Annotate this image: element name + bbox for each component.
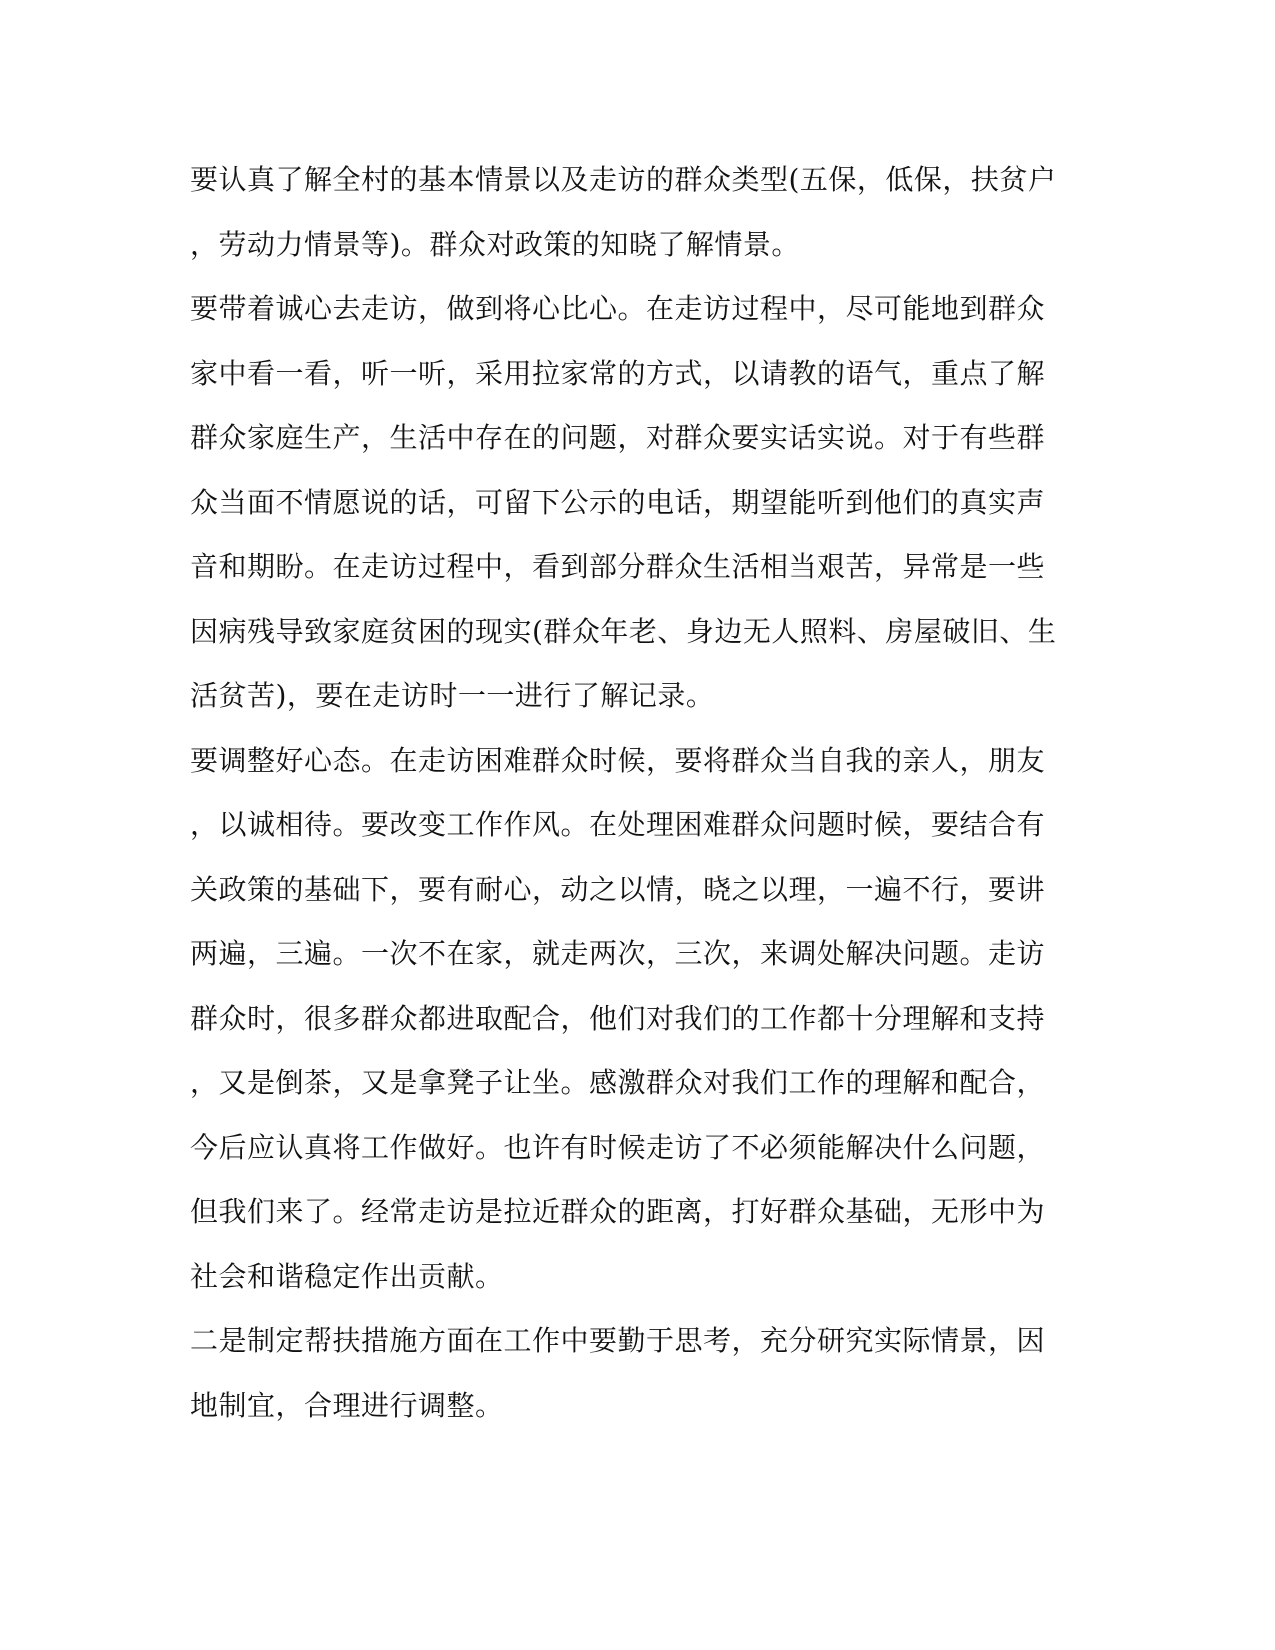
text-line: 但我们来了。经常走访是拉近群众的距离，打好群众基础，无形中为	[190, 1195, 1046, 1228]
text-line: 众当面不情愿说的话，可留下公示的电话，期望能听到他们的真实声	[190, 485, 1046, 519]
document-body	[190, 160, 1090, 1450]
text-line: 今后应认真将工作做好。也许有时候走访了不必须能解决什么问题，	[190, 1130, 1046, 1164]
text-line: 要调整好心态。在走访困难群众时候，要将群众当自我的亲人，朋友	[190, 743, 1046, 777]
text-line: 群众时，很多群众都进取配合，他们对我们的工作都十分理解和支持	[190, 1001, 1046, 1035]
text-line: 群众家庭生产，生活中存在的问题，对群众要实话实说。对于有些群	[190, 421, 1046, 454]
text-line: 地制宜，合理进行调整。	[190, 1388, 504, 1422]
text-line: ，又是倒茶，又是拿凳子让坐。感激群众对我们工作的理解和配合，	[190, 1066, 1046, 1099]
text-line: 二是制定帮扶措施方面在工作中要勤于思考，充分研究实际情景，因	[190, 1324, 1046, 1357]
text-line: 因病残导致家庭贫困的现实(群众年老、身边无人照料、房屋破旧、生	[190, 614, 1057, 648]
text-line: 社会和谐稳定作出贡献。	[190, 1259, 504, 1293]
text-line: 关政策的基础下，要有耐心，动之以情，晓之以理，一遍不行，要讲	[190, 872, 1046, 906]
text-line: 音和期盼。在走访过程中，看到部分群众生活相当艰苦，异常是一些	[190, 550, 1046, 583]
text-line: ，劳动力情景等)。群众对政策的知晓了解情景。	[190, 227, 800, 261]
text-line: 家中看一看，听一听，采用拉家常的方式，以请教的语气，重点了解	[190, 356, 1046, 390]
text-line: 要带着诚心去走访，做到将心比心。在走访过程中，尽可能地到群众	[190, 292, 1046, 325]
text-line: 活贫苦)，要在走访时一一进行了解记录。	[190, 679, 715, 712]
text-line: ，以诚相待。要改变工作作风。在处理困难群众问题时候，要结合有	[190, 808, 1046, 841]
text-line: 两遍，三遍。一次不在家，就走两次，三次，来调处解决问题。走访	[190, 937, 1046, 970]
text-line: 要认真了解全村的基本情景以及走访的群众类型(五保，低保，扶贫户	[190, 163, 1057, 196]
